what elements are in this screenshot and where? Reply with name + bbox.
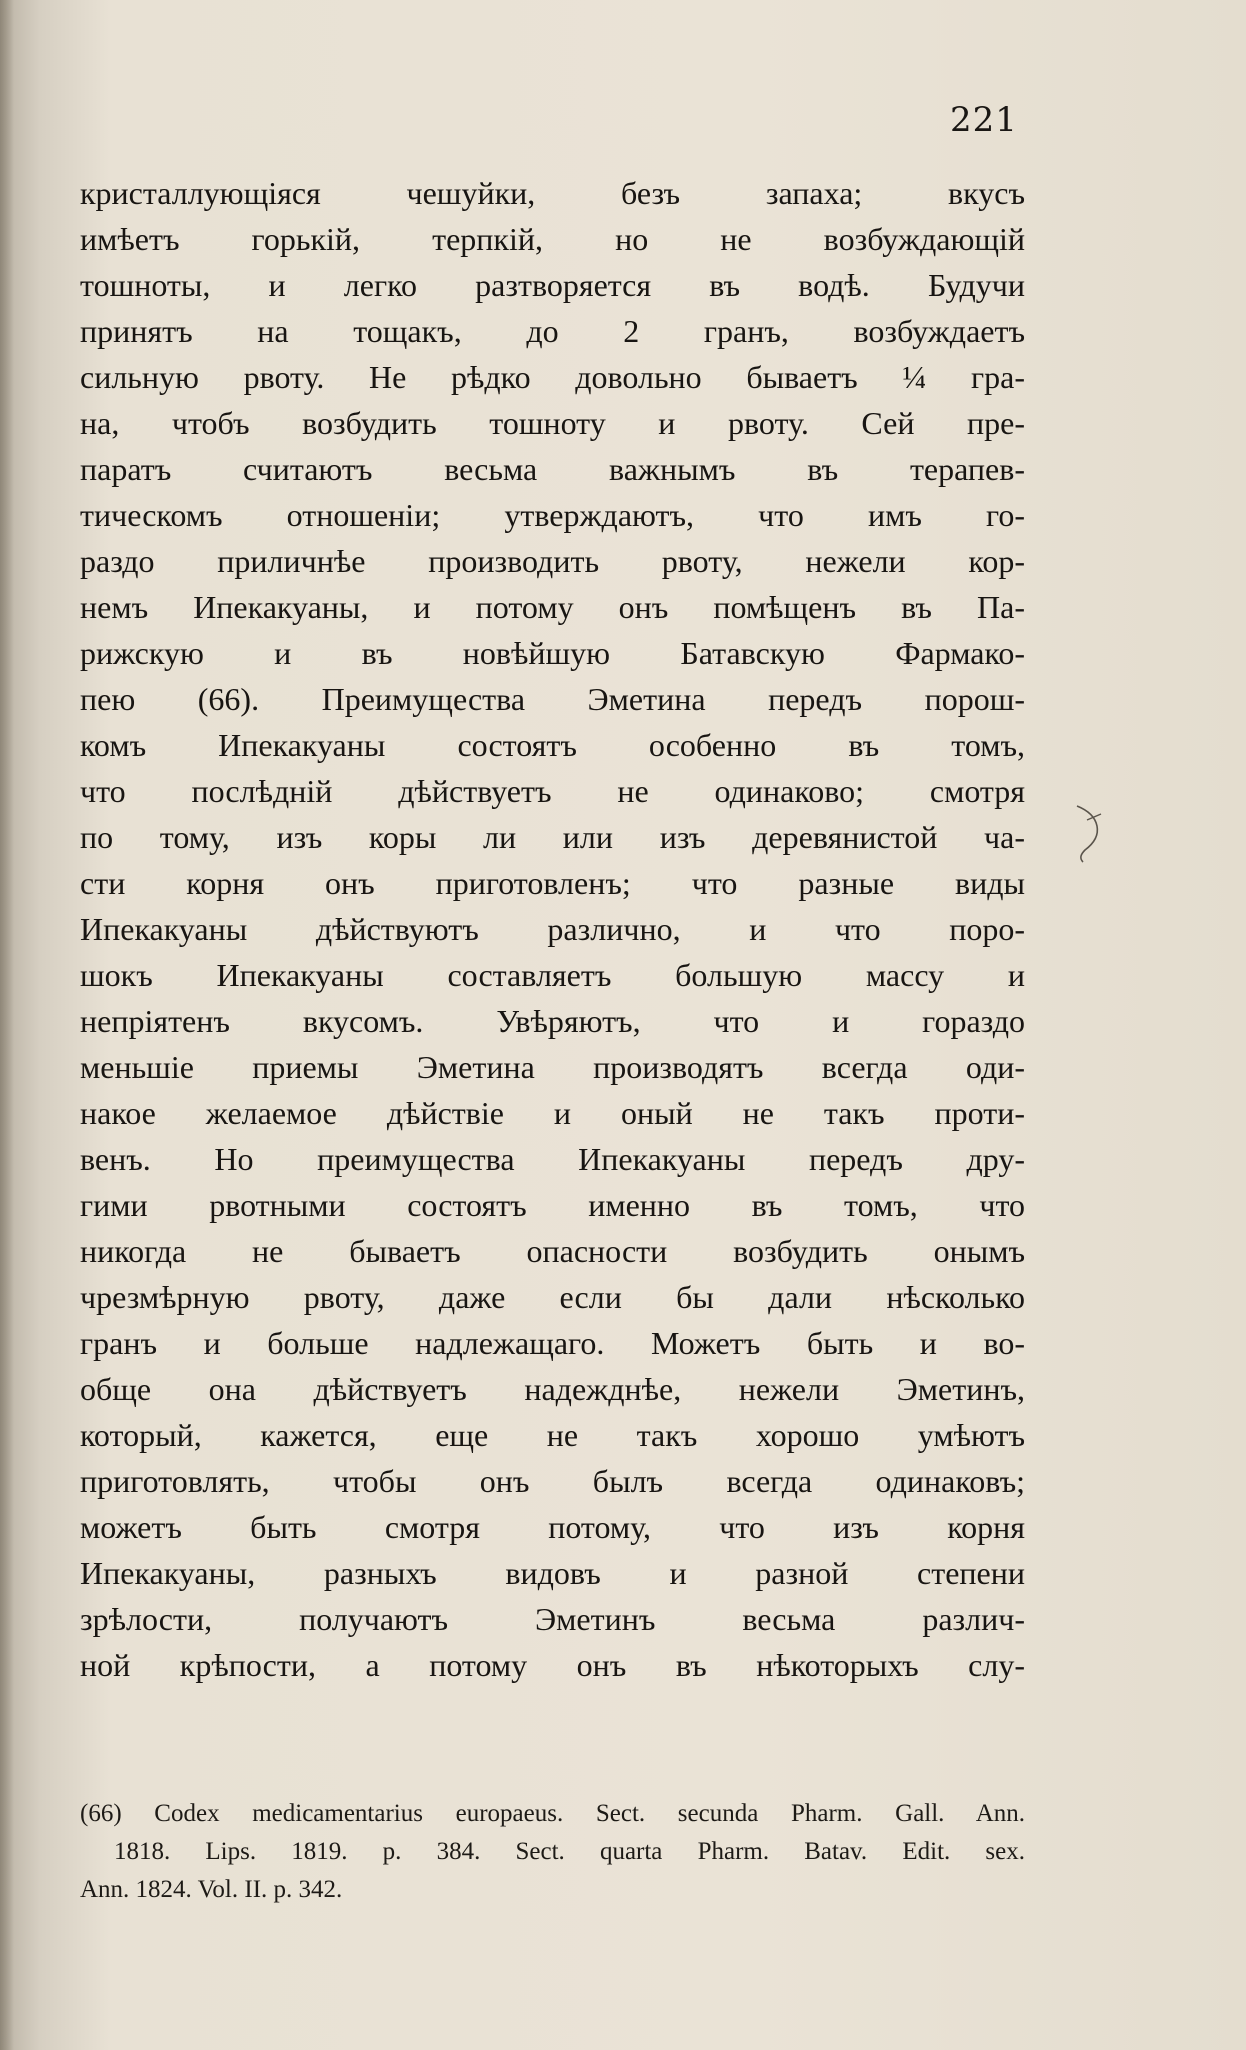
text-line: который, кажется, еще не такъ хорошо умѣютъ — [80, 1417, 1025, 1453]
text-line: тошноты, и легко разтворяется въ водѣ. Будучи — [80, 267, 1025, 303]
footnote-line: (66) Codex medicamentarius europaeus. Sect. secunda Pharm. Gall. Ann. — [80, 1800, 1025, 1827]
text-line: накое желаемое дѣйствіе и оный не такъ проти- — [80, 1095, 1025, 1131]
text-line: сильную рвоту. Не рѣдко довольно бываетъ ¼ гра- — [80, 359, 1025, 395]
text-line: кристаллующіяся чешуйки, безъ запаха; вкусъ — [80, 175, 1025, 211]
text-line: никогда не бываетъ опасности возбудить онымъ — [80, 1233, 1025, 1269]
text-line: имѣетъ горькій, терпкій, но не возбуждающій — [80, 221, 1025, 257]
text-line: Ипекакуаны, разныхъ видовъ и разной степени — [80, 1555, 1025, 1591]
footnote — [80, 1795, 1025, 1909]
text-line: раздо приличнѣе производить рвоту, нежели кор- — [80, 543, 1025, 579]
text-line: на, чтобъ возбудить тошноту и рвоту. Сей пре- — [80, 405, 1025, 441]
text-line: рижскую и въ новѣйшую Батавскую Фармако- — [80, 635, 1025, 671]
text-line: что послѣдній дѣйствуетъ не одинаково; смотря — [80, 773, 1025, 809]
text-line: обще она дѣйствуетъ надежднѣе, нежели Эметинъ, — [80, 1371, 1025, 1407]
text-line: принятъ на тощакъ, до 2 гранъ, возбуждаетъ — [80, 313, 1025, 349]
text-line: приготовлять, чтобы онъ былъ всегда одинаковъ; — [80, 1463, 1025, 1499]
text-line: ной крѣпости, а потому онъ въ нѣкоторыхъ слу- — [80, 1647, 1025, 1683]
text-line: можетъ быть смотря потому, что изъ корня — [80, 1509, 1025, 1545]
footnote-line: 1818. Lips. 1819. p. 384. Sect. quarta Pharm. Batav. Edit. sex. — [114, 1838, 1025, 1865]
text-line: шокъ Ипекакуаны составляетъ большую массу и — [80, 957, 1025, 993]
text-line: зрѣлости, получаютъ Эметинъ весьма различ- — [80, 1601, 1025, 1637]
page-number: 221 — [950, 100, 1018, 140]
text-line: тическомъ отношеніи; утверждаютъ, что имъ го- — [80, 497, 1025, 533]
text-line: по тому, изъ коры ли или изъ деревянистой ча- — [80, 819, 1025, 855]
body-text — [80, 170, 1025, 1688]
text-line: сти корня онъ приготовленъ; что разные виды — [80, 865, 1025, 901]
text-line: комъ Ипекакуаны состоятъ особенно въ томъ, — [80, 727, 1025, 763]
text-line: меньшіе приемы Эметина производятъ всегда оди- — [80, 1049, 1025, 1085]
text-line: гими рвотными состоятъ именно въ томъ, что — [80, 1187, 1025, 1223]
text-line: непріятенъ вкусомъ. Увѣряютъ, что и гораздо — [80, 1003, 1025, 1039]
footnote-line: Ann. 1824. Vol. II. p. 342. — [80, 1876, 343, 1903]
text-line: паратъ считаютъ весьма важнымъ въ терапев- — [80, 451, 1025, 487]
margin-pencil-mark — [1075, 800, 1115, 870]
text-line: венъ. Но преимущества Ипекакуаны передъ дру- — [80, 1141, 1025, 1177]
text-line: чрезмѣрную рвоту, даже если бы дали нѣсколько — [80, 1279, 1025, 1315]
text-line: немъ Ипекакуаны, и потому онъ помѣщенъ въ Па- — [80, 589, 1025, 625]
text-line: Ипекакуаны дѣйствуютъ различно, и что поро- — [80, 911, 1025, 947]
text-line: пею (66). Преимущества Эметина передъ порош- — [80, 681, 1025, 717]
page-gutter-shadow — [0, 0, 14, 2050]
text-line: гранъ и больше надлежащаго. Можетъ быть и во- — [80, 1325, 1025, 1361]
